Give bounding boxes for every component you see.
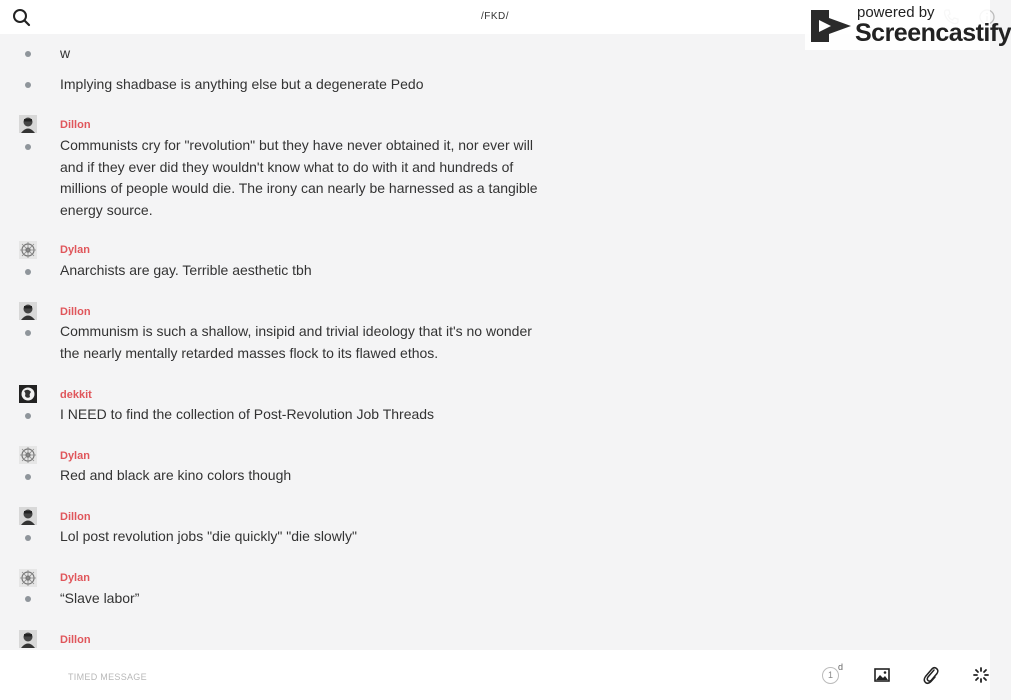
avatar[interactable] (19, 385, 37, 403)
message-list[interactable] (0, 34, 990, 650)
message-author[interactable]: dekkit (60, 389, 92, 401)
message-dot (25, 474, 31, 480)
message-dot (25, 330, 31, 336)
paperclip-icon[interactable] (922, 665, 940, 685)
message-dot (25, 413, 31, 419)
message-dot (25, 82, 31, 88)
channel-title: /FKD/ (480, 11, 510, 22)
avatar[interactable] (19, 241, 37, 259)
loading-spinner-icon[interactable] (972, 666, 990, 684)
message-dot (25, 596, 31, 602)
message-dot (25, 144, 31, 150)
avatar[interactable] (19, 507, 37, 525)
timer-value: 1 (822, 667, 839, 684)
message-author[interactable]: Dillon (60, 119, 91, 131)
message-author[interactable]: Dylan (60, 244, 90, 256)
screencastify-watermark (805, 0, 1011, 50)
watermark-powered-by: powered by (857, 4, 935, 21)
message-text: “Slave labor” (60, 590, 140, 606)
message-text: Lol post revolution jobs "die quickly" "die slowly" (60, 528, 357, 544)
message-text: Communism is such a shallow, insipid and trivial ideology that it's no wonder the nearly mentally retarded masses flock to its flawed ethos. (60, 323, 532, 361)
image-icon[interactable] (873, 666, 891, 684)
avatar[interactable] (19, 569, 37, 587)
timer-unit: d (838, 662, 844, 672)
message-dot (25, 535, 31, 541)
message-text: Implying shadbase is anything else but a degenerate Pedo (60, 76, 424, 92)
avatar[interactable] (19, 446, 37, 464)
message-text: Communists cry for "revolution" but they have never obtained it, nor ever will and if they ever did they wouldn't know what to do with it and hundreds of millions of people would die. The irony can nearly be harnessed as a tangible energy source. (60, 137, 538, 218)
message-author[interactable]: Dylan (60, 572, 90, 584)
message-author[interactable]: Dillon (60, 634, 91, 646)
avatar[interactable] (19, 115, 37, 133)
message-author[interactable]: Dylan (60, 450, 90, 462)
watermark-brand: Screencastify (855, 19, 1011, 47)
message-text: Red and black are kino colors though (60, 467, 292, 483)
message-dot (25, 51, 31, 57)
message-author[interactable]: Dillon (60, 511, 91, 523)
avatar[interactable] (19, 630, 37, 648)
message-input[interactable] (66, 667, 670, 687)
composer-bar (0, 650, 990, 700)
message-text: w (60, 45, 71, 61)
avatar[interactable] (19, 302, 37, 320)
message-text: Anarchists are gay. Terrible aesthetic tbh (60, 262, 312, 278)
message-dot (25, 269, 31, 275)
message-text: I NEED to find the collection of Post-Revolution Job Threads (60, 406, 435, 422)
message-author[interactable]: Dillon (60, 306, 91, 318)
timer-button[interactable] (820, 664, 848, 686)
screencastify-logo-icon (809, 6, 853, 46)
